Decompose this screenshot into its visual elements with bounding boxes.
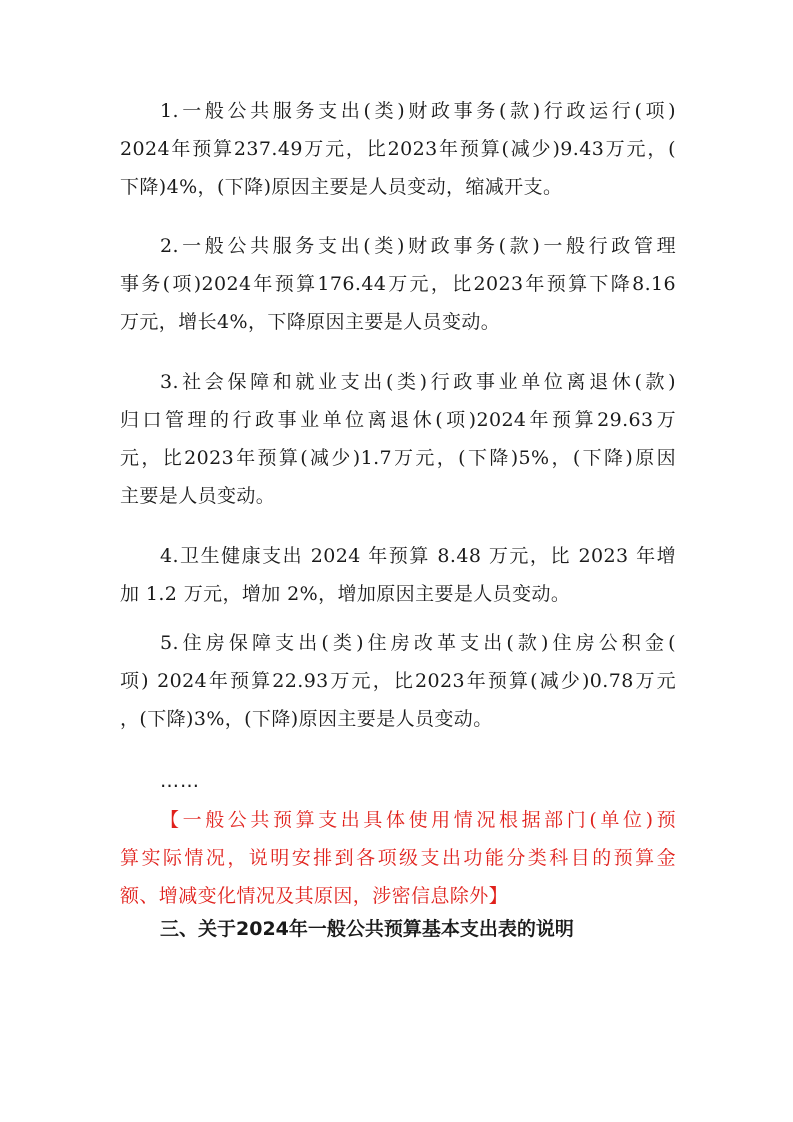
- ellipsis: ……: [160, 770, 200, 792]
- instruction-note-line-2: 算实际情况，说明安排到各项级支出功能分类科目的预算金: [120, 847, 676, 869]
- budget-item-4: [120, 537, 676, 613]
- budget-item-2-line-2: 事务(项)2024年预算176.44万元，比2023年预算下降8.16: [120, 273, 676, 295]
- budget-item-1-line-3: 下降)4%，(下降)原因主要是人员变动，缩减开支。: [120, 176, 563, 198]
- budget-item-1: [120, 92, 676, 206]
- budget-item-1-line-2: 2024年预算237.49万元，比2023年预算(减少)9.43万元，(: [120, 138, 676, 160]
- budget-item-4-line-2: 加 1.2 万元，增加 2%，增加原因主要是人员变动。: [120, 583, 571, 605]
- instruction-note-line-3: 额、增减变化情况及其原因，涉密信息除外】: [120, 885, 509, 907]
- budget-item-2-line-3: 万元，增长4%，下降原因主要是人员变动。: [120, 311, 501, 333]
- instruction-note: [120, 801, 676, 915]
- budget-item-5-line-1: 5.住房保障支出(类)住房改革支出(款)住房公积金(: [160, 632, 676, 654]
- budget-item-2: [120, 227, 676, 341]
- budget-item-4-line-1: 4.卫生健康支出 2024 年预算 8.48 万元，比 2023 年增: [160, 545, 676, 567]
- section-heading: 三、关于2024年一般公共预算基本支出表的说明: [160, 918, 574, 940]
- budget-item-5-line-2: 项) 2024年预算22.93万元，比2023年预算(减少)0.78万元: [120, 670, 676, 692]
- budget-item-3-line-3: 元，比2023年预算(减少)1.7万元，(下降)5%，(下降)原因: [120, 447, 676, 469]
- budget-item-2-line-1: 2.一般公共服务支出(类)财政事务(款)一般行政管理: [160, 235, 676, 257]
- budget-item-1-line-1: 1.一般公共服务支出(类)财政事务(款)行政运行(项): [160, 100, 676, 122]
- instruction-note-line-1: 【一般公共预算支出具体使用情况根据部门(单位)预: [160, 809, 676, 831]
- budget-item-3: [120, 363, 676, 515]
- budget-item-5-line-3: ，(下降)3%，(下降)原因主要是人员变动。: [120, 708, 493, 730]
- budget-item-3-line-2: 归口管理的行政事业单位离退休(项)2024年预算29.63万: [120, 409, 676, 431]
- budget-item-3-line-4: 主要是人员变动。: [120, 485, 276, 507]
- budget-item-3-line-1: 3.社会保障和就业支出(类)行政事业单位离退休(款): [160, 371, 676, 393]
- budget-item-5: [120, 624, 676, 738]
